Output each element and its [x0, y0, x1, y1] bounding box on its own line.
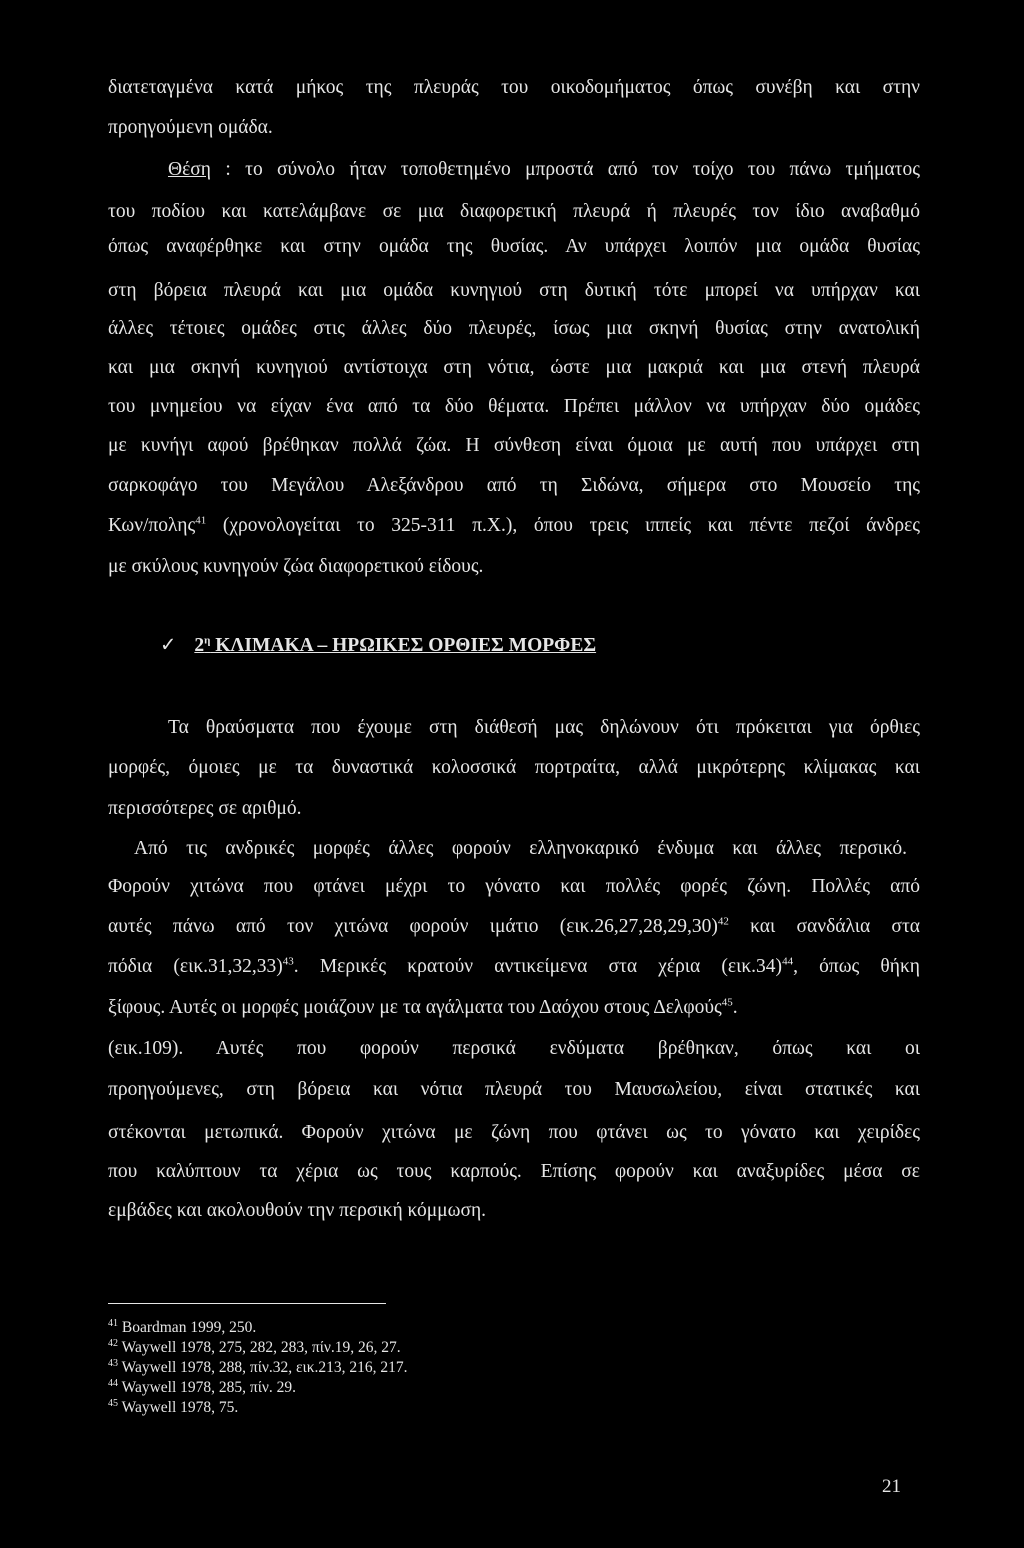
footnote [108, 1398, 238, 1417]
footnote-number: 41 [108, 1317, 118, 1329]
body-line [168, 158, 920, 182]
footnote-text: Waywell 1978, 275, 282, 283, πίν.19, 26, 27. [118, 1339, 401, 1356]
body-line: του ποδίου και κατελάμβανε σε μια διαφορετική πλευρά ή πλευρές τον ίδιο αναβαθμό [108, 201, 920, 222]
section-heading [160, 634, 596, 658]
footnote-ref: 45 [721, 996, 733, 1009]
body-line [108, 955, 920, 979]
body-line: στη βόρεια πλευρά και μια ομάδα κυνηγιού στη δυτική τότε μπορεί να υπήρχαν και [108, 280, 920, 301]
footnote-number: 45 [108, 1397, 118, 1409]
body-line: (εικ.109). Αυτές που φορούν περσικά ενδύματα βρέθηκαν, όπως και οι [108, 1038, 920, 1059]
body-line: προηγούμενες, στη βόρεια και νότια πλευρά του Μαυσωλείου, είναι στατικές και [108, 1079, 920, 1100]
body-line: Φορούν χιτώνα που φτάνει μέχρι το γόνατο και πολλές φορές ζώνη. Πολλές από [108, 876, 920, 897]
heading-text: ΚΛΙΜΑΚΑ – ΗΡΩΙΚΕΣ ΟΡΘΙΕΣ ΜΟΡΦΕΣ [210, 635, 597, 656]
body-text: . Μερικές κρατούν αντικείμενα στα χέρια (εικ.34) [293, 956, 783, 977]
heading-title [194, 635, 596, 656]
footnote-number: 44 [108, 1377, 118, 1389]
body-text: αυτές πάνω από τον χιτώνα φορούν ιμάτιο (εικ.26,27,28,29,30) [108, 916, 718, 937]
body-text: : το σύνολο ήταν τοποθετημένο μπροστά από τον τοίχο του πάνω τμήματος [210, 159, 920, 180]
body-line: προηγούμενη ομάδα. [108, 117, 273, 138]
footnote-ref: 43 [282, 955, 294, 968]
page-number: 21 [882, 1476, 901, 1497]
footnote-text: Waywell 1978, 285, πίν. 29. [118, 1379, 297, 1396]
footnote-ref: 41 [195, 514, 207, 527]
body-line: στέκονται μετωπικά. Φορούν χιτώνα με ζώνη που φτάνει ως το γόνατο και χειρίδες [108, 1122, 920, 1143]
body-line: μορφές, όμοιες με τα δυναστικά κολοσσικά πορτραίτα, αλλά μικρότερης κλίμακας και [108, 757, 920, 778]
body-line: διατεταγμένα κατά μήκος της πλευράς του οικοδομήματος όπως συνέβη και στην [108, 77, 920, 98]
footnote [108, 1358, 408, 1377]
body-text: και σανδάλια στα [728, 916, 920, 937]
body-line: όπως αναφέρθηκε και στην ομάδα της θυσίας. Αν υπάρχει λοιπόν μια ομάδα θυσίας [108, 236, 920, 257]
footnote [108, 1318, 256, 1337]
footnote-text: Boardman 1999, 250. [118, 1319, 257, 1336]
body-line: του μνημείου να είχαν ένα από τα δύο θέματα. Πρέπει μάλλον να υπήρχαν δύο ομάδες [108, 396, 920, 417]
body-text: . [732, 997, 738, 1018]
footnote-text: Waywell 1978, 288, πίν.32, εικ.213, 216, 217. [118, 1359, 408, 1376]
body-line [108, 915, 920, 939]
body-line: με κυνήγι αφού βρέθηκαν πολλά ζώα. Η σύνθεση είναι όμοια με αυτή που υπάρχει στη [108, 435, 920, 456]
term-underlined: Θέση [168, 159, 211, 180]
body-line: που καλύπτουν τα χέρια ως τους καρπούς. Επίσης φορούν και αναξυρίδες μέσα σε [108, 1161, 920, 1182]
body-line: και μια σκηνή κυνηγιού αντίστοιχα στη νότια, ώστε μια μακριά και μια στενή πλευρά [108, 357, 920, 378]
body-text: Κων/πολης [108, 515, 196, 536]
body-line: εμβάδες και ακολουθούν την περσική κόμμωση. [108, 1200, 487, 1221]
body-line [108, 514, 920, 538]
footnote-ref: 42 [717, 915, 729, 928]
footnote-text: Waywell 1978, 75. [118, 1399, 239, 1416]
body-line: περισσότερες σε αριθμό. [108, 798, 302, 819]
body-text: (χρονολογείται το 325-311 π.Χ.), όπου τρεις ιππείς και πέντε πεζοί άνδρες [206, 515, 920, 536]
body-line: με σκύλους κυνηγούν ζώα διαφορετικού είδους. [108, 556, 484, 577]
footnote [108, 1378, 296, 1397]
body-text: , όπως θήκη [793, 956, 920, 977]
footnote-number: 43 [108, 1357, 118, 1369]
body-line: Από τις ανδρικές μορφές άλλες φορούν ελληνοκαρικό ένδυμα και άλλες περσικό. [134, 838, 907, 859]
footnote-ref: 44 [782, 955, 794, 968]
body-line: Τα θραύσματα που έχουμε στη διάθεσή μας δηλώνουν ότι πρόκειται για όρθιες [168, 717, 920, 738]
body-text: ξίφους. Αυτές οι μορφές μοιάζουν με τα αγάλματα του Δαόχου στους Δελφούς [108, 997, 722, 1018]
body-line: σαρκοφάγο του Μεγάλου Αλεξάνδρου από τη Σιδώνα, σήμερα στο Μουσείο της [108, 475, 920, 496]
body-line [108, 996, 920, 1020]
body-line: άλλες τέτοιες ομάδες στις άλλες δύο πλευρές, ίσως μια σκηνή θυσίας στην ανατολική [108, 318, 920, 339]
heading-ordinal: η [204, 634, 211, 647]
heading-number: 2 [194, 635, 205, 656]
footnote-number: 42 [108, 1337, 118, 1349]
footnote [108, 1338, 401, 1357]
body-text: πόδια (εικ.31,32,33) [108, 956, 283, 977]
footnote-divider [108, 1303, 386, 1304]
checkmark-icon: ✓ [160, 635, 177, 656]
